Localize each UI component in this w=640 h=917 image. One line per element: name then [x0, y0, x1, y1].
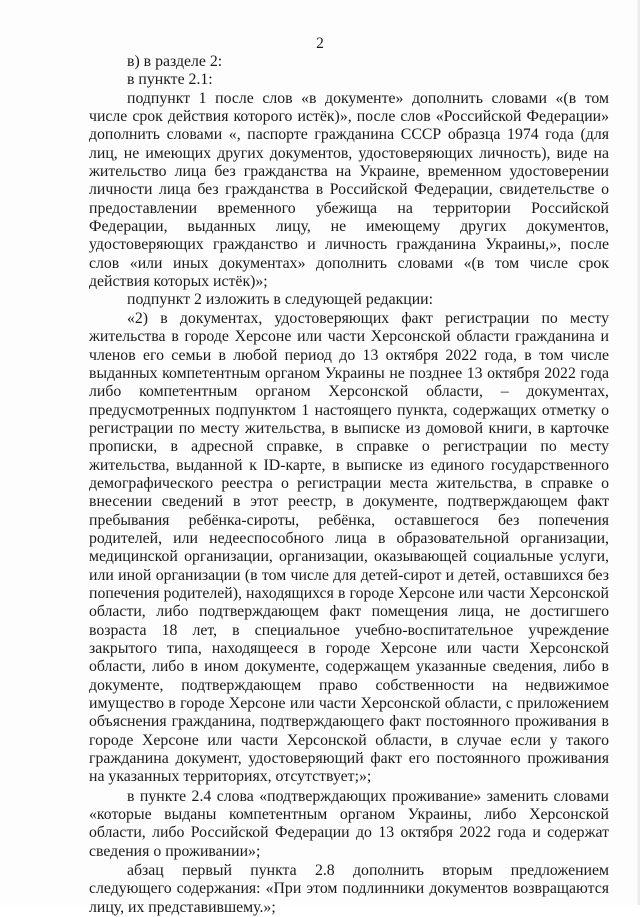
paragraph-point-heading: в пункте 2.1:: [127, 71, 213, 89]
paragraph-section-heading: в) в разделе 2:: [127, 53, 223, 70]
page-number: 2: [316, 35, 324, 52]
paragraph-subpoint-1: подпункт 1 после слов «в документе» дополнить словами «(в том числе срок действия которого истёк)», после слов «Российской Федерации» дополнить словами «, паспорте гражданина СССР образца 1974 года (для лиц, не имеющих других документов, удостоверяющих личность), виде на жительство лица без гражданства на Украине, временном удостоверении личности лица без гражданства в Российской Федерации, свидетельстве о предоставлении временного убежища на территории Российской Федерации, выданных лицу, не имеющему других документов, удостоверяющих гражданство и личность гражданина Украины,», после слов «или иных документах» дополнить словами «(в том числе срок действия которых истёк)»;: [89, 89, 609, 291]
paragraph-subpoint-2-text: «2) в документах, удостоверяющих факт регистрации по месту жительства в городе Херсоне или части Херсонской области гражданина и членов его семьи в любой период до 13 октября 2022 года, в том числе выданных компетентным органом Украины не позднее 13 октября 2022 года либо компетентным органом Херсонской области, – документах, предусмотренных подпунктом 1 настоящего пункта, содержащих отметку о регистрации по месту жительства, в выписке из домовой книги, в карточке прописки, в адресной справке, в справке о регистрации по месту жительства, выданной к ID-карте, в выписке из единого государственного демографического реестра о регистрации места жительства, в справке о внесении сведений в этот реестр, в документе, подтверждающем факт пребывания ребёнка-сироты, ребёнка, оставшегося без попечения родителей, или недееспособного лица в образовательной организации, медицинской организации, организации, оказывающей социальные услуги, или иной организации (в том числе для детей-сирот и детей, оставшихся без попечения родителей), находящихся в городе Херсоне или части Херсонской области, либо подтверждающем факт помещения лица, не достигшего возраста 18 лет, в специальное учебно-воспитательное учреждение закрытого типа, находящееся в городе Херсоне или части Херсонской области, либо в ином документе, содержащем указанные сведения, либо в документе, подтверждающем право собственности на недвижимое имущество в городе Херсоне или части Херсонской области, с приложением объяснения гражданина, подтверждающего факт постоянного проживания в городе Херсоне или части Херсонской области, в случае если у такого гражданина документ, удостоверяющий факт его постоянного проживания на указанных территориях, отсутствует;»;: [89, 309, 609, 786]
paragraph-point-2-8: абзац первый пункта 2.8 дополнить вторым предложением следующего содержания: «При этом подлинники документов возвращаются лицу, их представившему.»;: [89, 862, 609, 916]
paragraph-point-2-4: в пункте 2.4 слова «подтверждающих проживание» заменить словами «которые выданы компетентным органом Украины, либо Херсонской области, либо Российской Федерации до 13 октября 2022 года и содержат сведения о проживании»;: [89, 787, 609, 860]
paragraph-subpoint-2-intro: подпункт 2 изложить в следующей редакции:: [127, 291, 434, 309]
document-body: [89, 53, 609, 917]
